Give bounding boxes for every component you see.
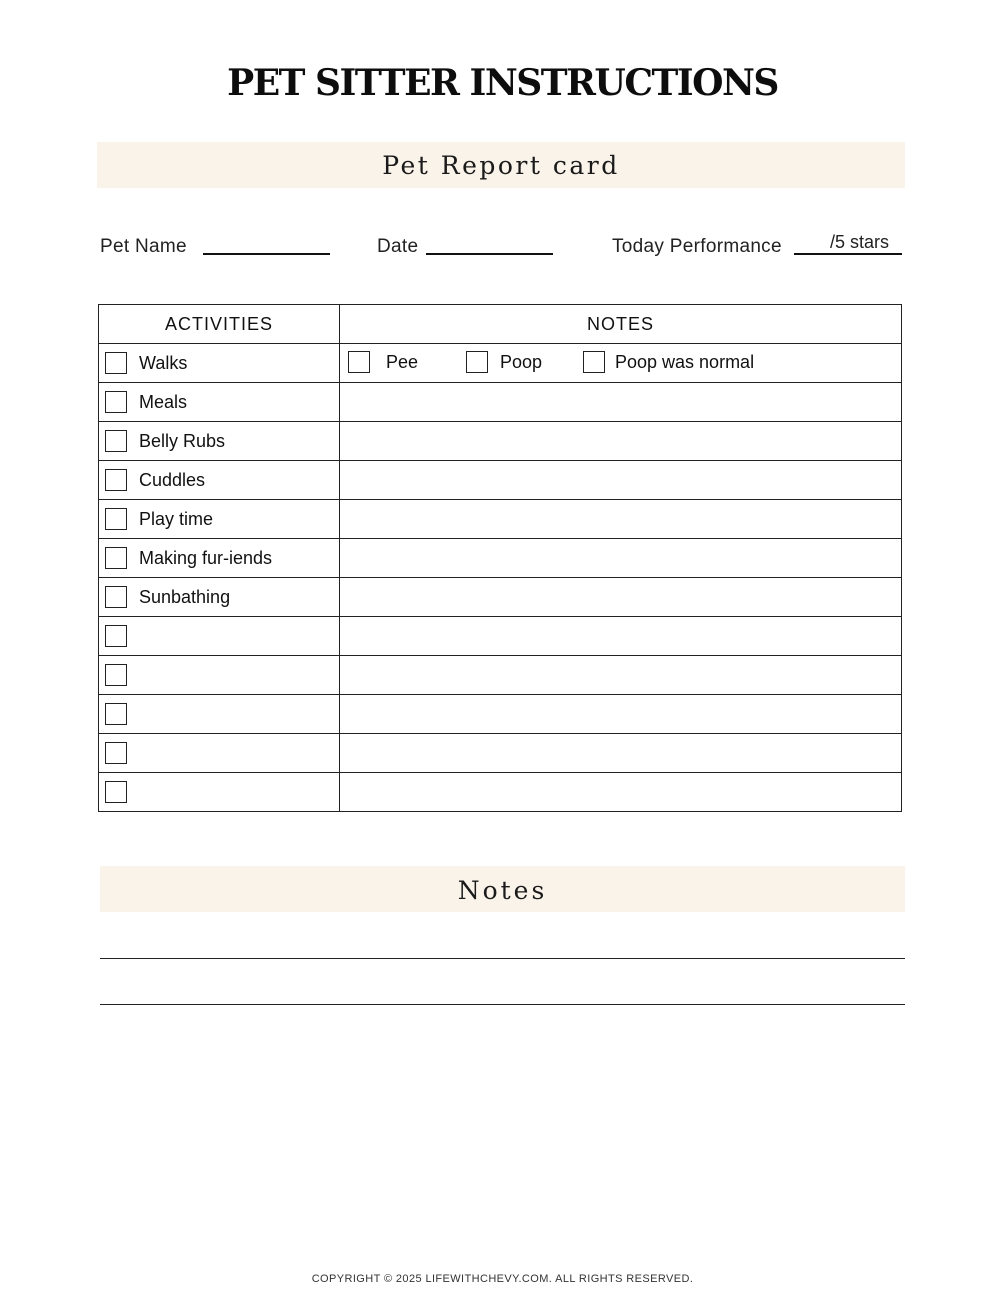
activity-checkbox[interactable] bbox=[105, 352, 127, 374]
copyright-footer: COPYRIGHT © 2025 LIFEWITHCHEVY.COM. ALL RIGHTS RESERVED. bbox=[311, 1273, 694, 1285]
activity-cell bbox=[99, 383, 340, 422]
activity-checkbox[interactable] bbox=[105, 586, 127, 608]
activity-label: Sunbathing bbox=[139, 587, 231, 607]
activity-cell bbox=[99, 695, 340, 734]
report-card-heading: Pet Report card bbox=[97, 142, 905, 188]
activity-table bbox=[98, 304, 902, 812]
activity-cell bbox=[99, 422, 340, 461]
activity-checkbox[interactable] bbox=[105, 625, 127, 647]
poop-checkbox[interactable] bbox=[466, 351, 488, 373]
activity-label: Walks bbox=[139, 353, 188, 373]
activity-label: Play time bbox=[139, 509, 214, 529]
activity-cell bbox=[99, 617, 340, 656]
activity-label: Meals bbox=[139, 392, 188, 412]
performance-line[interactable] bbox=[794, 253, 902, 255]
activities-header: ACTIVITIES bbox=[99, 305, 340, 344]
notes-cell[interactable] bbox=[340, 344, 902, 383]
activity-cell bbox=[99, 461, 340, 500]
table-row bbox=[99, 383, 902, 422]
notes-cell[interactable] bbox=[340, 773, 902, 812]
activity-label: Belly Rubs bbox=[139, 431, 226, 451]
table-row bbox=[99, 695, 902, 734]
notes-line[interactable] bbox=[100, 958, 905, 959]
table-row bbox=[99, 500, 902, 539]
activity-checkbox[interactable] bbox=[105, 547, 127, 569]
table-row bbox=[99, 578, 902, 617]
pet-name-label: Pet Name bbox=[100, 236, 187, 257]
pee-checkbox[interactable] bbox=[348, 351, 370, 373]
notes-cell[interactable] bbox=[340, 461, 902, 500]
table-row bbox=[99, 422, 902, 461]
table-row bbox=[99, 344, 902, 383]
table-row bbox=[99, 617, 902, 656]
poop-normal-label: Poop was normal bbox=[615, 352, 755, 372]
notes-line[interactable] bbox=[100, 1004, 905, 1005]
performance-stars-suffix: /5 stars bbox=[830, 232, 890, 252]
notes-cell[interactable] bbox=[340, 500, 902, 539]
activity-cell bbox=[99, 500, 340, 539]
table-row bbox=[99, 773, 902, 812]
performance-label: Today Performance bbox=[612, 236, 782, 257]
activity-checkbox[interactable] bbox=[105, 742, 127, 764]
table-row bbox=[99, 734, 902, 773]
activity-checkbox[interactable] bbox=[105, 664, 127, 686]
page-title: PET SITTER INSTRUCTIONS bbox=[227, 62, 778, 104]
activity-cell bbox=[99, 539, 340, 578]
poop-normal-checkbox[interactable] bbox=[583, 351, 605, 373]
notes-cell[interactable] bbox=[340, 539, 902, 578]
table-header-row bbox=[99, 305, 902, 344]
date-line[interactable] bbox=[426, 253, 553, 255]
activity-checkbox[interactable] bbox=[105, 469, 127, 491]
pee-label: Pee bbox=[386, 352, 419, 372]
notes-cell[interactable] bbox=[340, 656, 902, 695]
table-row bbox=[99, 656, 902, 695]
activity-checkbox[interactable] bbox=[105, 391, 127, 413]
activity-checkbox[interactable] bbox=[105, 508, 127, 530]
notes-cell[interactable] bbox=[340, 422, 902, 461]
table-row bbox=[99, 539, 902, 578]
notes-cell[interactable] bbox=[340, 617, 902, 656]
poop-label: Poop bbox=[500, 352, 543, 372]
notes-heading: Notes bbox=[100, 866, 905, 912]
activity-cell bbox=[99, 344, 340, 383]
activity-cell bbox=[99, 578, 340, 617]
activity-cell bbox=[99, 773, 340, 812]
activity-label: Making fur-iends bbox=[139, 548, 273, 568]
activity-checkbox[interactable] bbox=[105, 703, 127, 725]
activity-checkbox[interactable] bbox=[105, 430, 127, 452]
activity-label: Cuddles bbox=[139, 470, 206, 490]
table-row bbox=[99, 461, 902, 500]
date-label: Date bbox=[377, 236, 419, 257]
pet-name-line[interactable] bbox=[203, 253, 330, 255]
notes-cell[interactable] bbox=[340, 695, 902, 734]
activity-cell bbox=[99, 656, 340, 695]
activity-checkbox[interactable] bbox=[105, 781, 127, 803]
notes-cell[interactable] bbox=[340, 578, 902, 617]
notes-cell[interactable] bbox=[340, 734, 902, 773]
activity-cell bbox=[99, 734, 340, 773]
notes-header: NOTES bbox=[340, 305, 902, 344]
notes-cell[interactable] bbox=[340, 383, 902, 422]
